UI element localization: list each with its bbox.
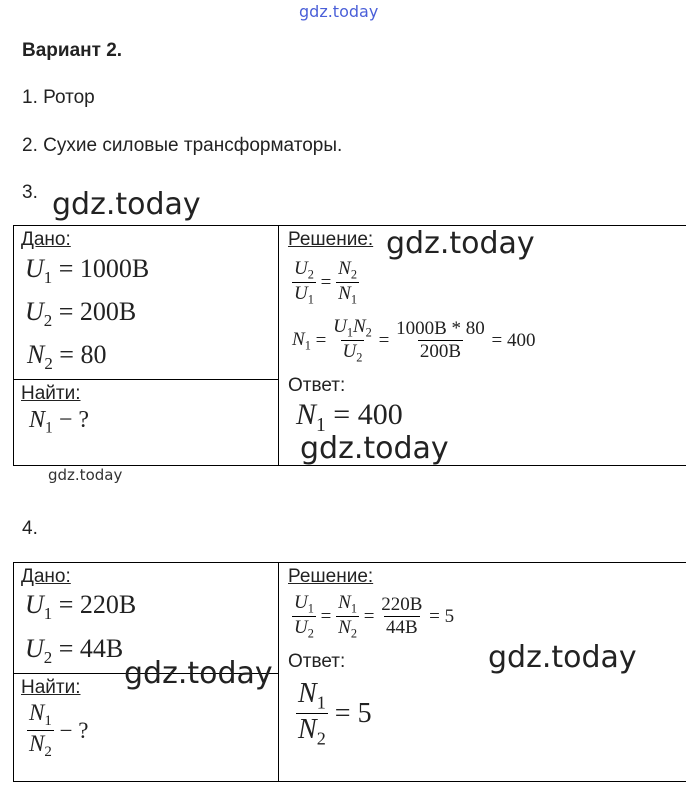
problem4-given-label: Дано: bbox=[21, 566, 71, 587]
problem4-answer-expr: $\frac{N_1}{N_2}$ = 5 bbox=[298, 678, 372, 749]
problem4-answer-label: Ответ: bbox=[288, 651, 346, 672]
problem4-given-u2: $U_2 = 44B$ bbox=[25, 634, 124, 667]
problem3-given-u1: $U_1 = 1000B$ bbox=[25, 254, 150, 287]
problem4-number: 4. bbox=[22, 518, 38, 539]
answer-1 bbox=[22, 87, 95, 109]
problem3-find-divider bbox=[13, 379, 278, 380]
answer-1-text: Ротор bbox=[43, 87, 95, 108]
problem3-ratio-formula: $\frac{U_2}{U_1}$ = $\frac{N_2}{N_1}$ bbox=[294, 258, 357, 307]
watermark-small: gdz.today bbox=[48, 466, 123, 484]
watermark-4a: gdz.today bbox=[124, 656, 273, 691]
problem3-find-label: Найти: bbox=[21, 383, 81, 404]
watermark-3b: gdz.today bbox=[386, 226, 535, 261]
problem4-divider bbox=[278, 562, 279, 782]
problem3-calc-formula: $N_1$ = $\frac{U_1N_2}{U_2}$ = $\frac{1000B * 80}{200B}$ = 400 bbox=[292, 316, 536, 365]
problem3-answer-expr: $N_1 = 400$ bbox=[296, 398, 403, 436]
watermark-4b: gdz.today bbox=[488, 640, 637, 675]
answer-1-number: 1. bbox=[22, 87, 38, 108]
answer-2 bbox=[22, 135, 342, 157]
problem4-given-u1: $U_1 = 220B$ bbox=[25, 590, 137, 623]
watermark-3a: gdz.today bbox=[52, 187, 201, 222]
problem3-solution-label: Решение: bbox=[288, 229, 374, 250]
problem3-divider bbox=[278, 225, 279, 466]
problem3-given-n2: $N_2 = 80$ bbox=[27, 340, 107, 373]
answer-2-number: 2. bbox=[22, 135, 38, 156]
problem4-find-expr: $\frac{N_1}{N_2}$ − ? bbox=[29, 700, 89, 761]
watermark-top: gdz.today bbox=[299, 2, 379, 21]
problem3-given-label: Дано: bbox=[21, 229, 71, 250]
problem4-solution-label: Решение: bbox=[288, 566, 374, 587]
problem4-find-label: Найти: bbox=[21, 677, 81, 698]
problem4-ratio-formula: $\frac{U_1}{U_2}$ = $\frac{N_1}{N_2}$ = $\frac{220B}{44B}$ = 5 bbox=[294, 592, 455, 641]
page-heading: Вариант 2. bbox=[22, 40, 123, 61]
problem3-given-u2: $U_2 = 200B$ bbox=[25, 297, 137, 330]
watermark-3c: gdz.today bbox=[300, 431, 449, 466]
problem3-number: 3. bbox=[22, 182, 38, 203]
answer-2-text: Сухие силовые трансформаторы. bbox=[43, 135, 343, 156]
problem3-find-expr: $N_1$ − ? bbox=[29, 407, 90, 437]
problem3-answer-label: Ответ: bbox=[288, 375, 346, 396]
